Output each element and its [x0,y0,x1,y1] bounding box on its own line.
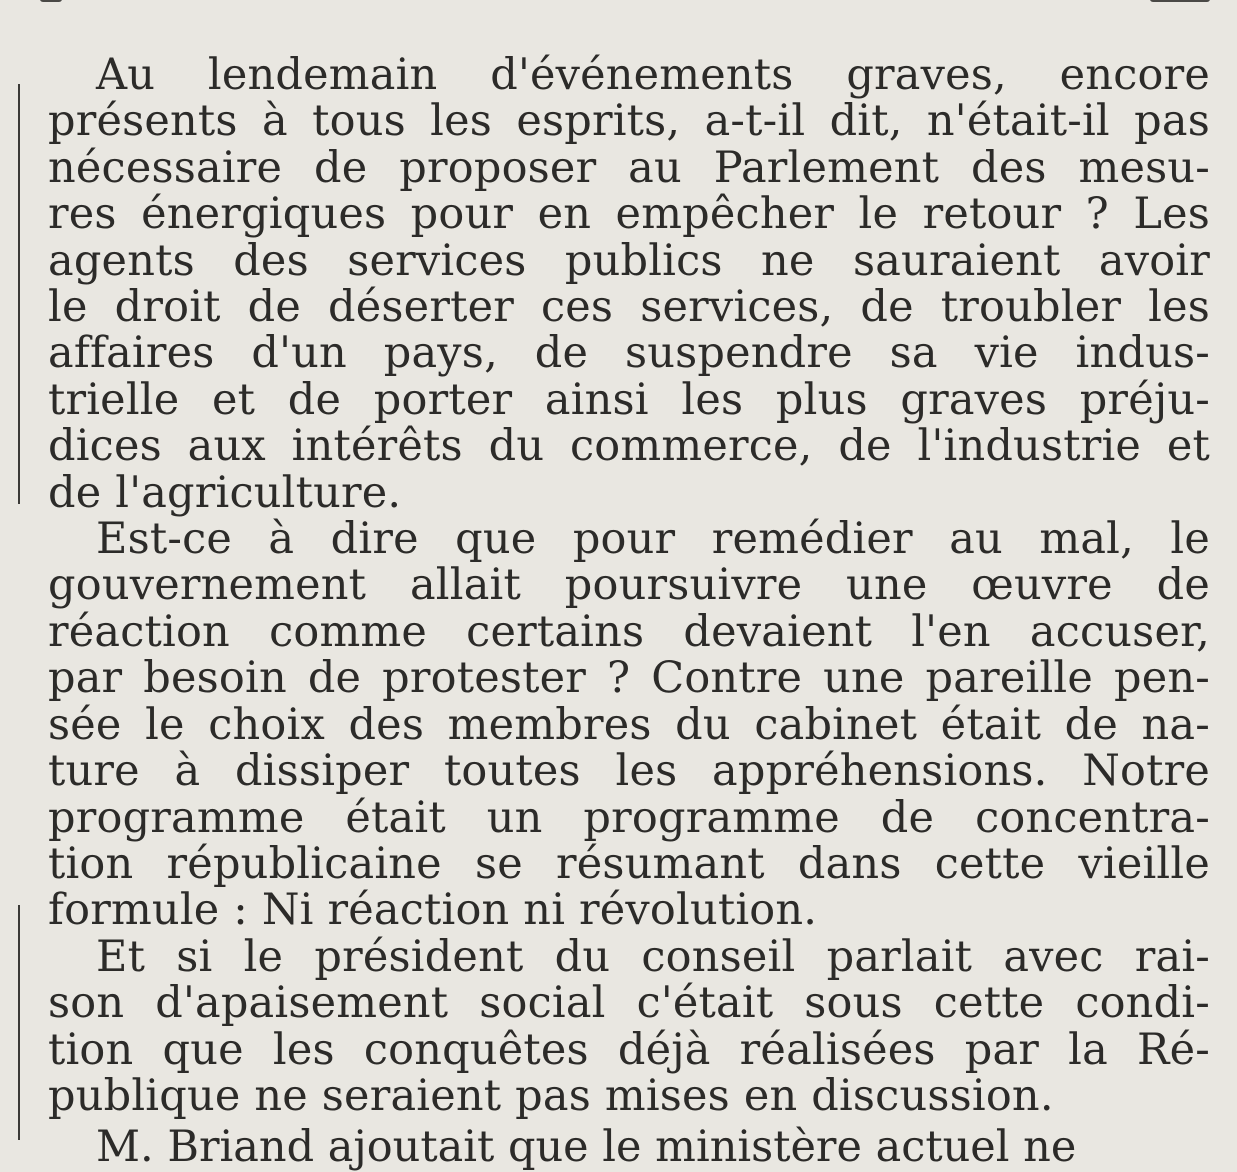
text-line: tion que les conquêtes déjà réalisées par la Ré- [48,1024,1210,1075]
margin-rule-lower [18,905,20,1140]
text-line: tion républicaine se résumant dans cette vieille [48,838,1210,889]
text-line: dices aux intérêts du commerce, de l'industrie et [48,421,1210,472]
text-line: présents à tous les esprits, a-t-il dit, n'était-il pas [48,96,1210,147]
cut-off-line [0,1116,1237,1172]
cropped-glyph-top-left [40,0,62,2]
text-line: sée le choix des membres du cabinet était de na- [48,699,1210,750]
article-column [48,52,1210,1119]
text-line: de l'agriculture. [48,467,402,518]
text-line: Est-ce à dire que pour remédier au mal, le [96,514,1210,565]
paragraph-2 [48,516,1210,934]
text-line: nécessaire de proposer au Parlement des mesu- [48,142,1210,193]
text-line: res énergiques pour en empêcher le retour ? Les [48,189,1210,240]
text-line: publique ne seraient pas mises en discussion. [48,1070,1054,1121]
text-line: le droit de déserter ces services, de troubler les [48,282,1210,333]
text-line: Et si le président du conseil parlait avec rai- [96,931,1210,982]
text-line: trielle et de porter ainsi les plus graves préju- [48,374,1210,425]
cut-off-text: M. Briand ajoutait que le ministère actuel ne [96,1122,1077,1172]
text-line: programme était un programme de concentra- [48,792,1210,843]
text-line: affaires d'un pays, de suspendre sa vie indus- [48,328,1210,379]
text-line: ture à dissiper toutes les appréhensions. Notre [48,746,1210,797]
text-line: Au lendemain d'événements graves, encore [96,50,1210,100]
cropped-glyph-top-right [1150,0,1210,2]
text-line: réaction comme certains devaient l'en accuser, [48,606,1210,657]
text-line: par besoin de protester ? Contre une pareille pen- [48,653,1210,704]
margin-rule-upper [18,84,20,504]
paragraph-3 [48,931,1210,1121]
text-line: son d'apaisement social c'était sous cette condi- [48,978,1210,1029]
paragraph-1 [48,52,1210,516]
text-line: gouvernement allait poursuivre une œuvre de [48,560,1210,611]
text-line: formule : Ni réaction ni révolution. [48,885,818,936]
text-line: agents des services publics ne sauraient avoir [48,235,1210,286]
